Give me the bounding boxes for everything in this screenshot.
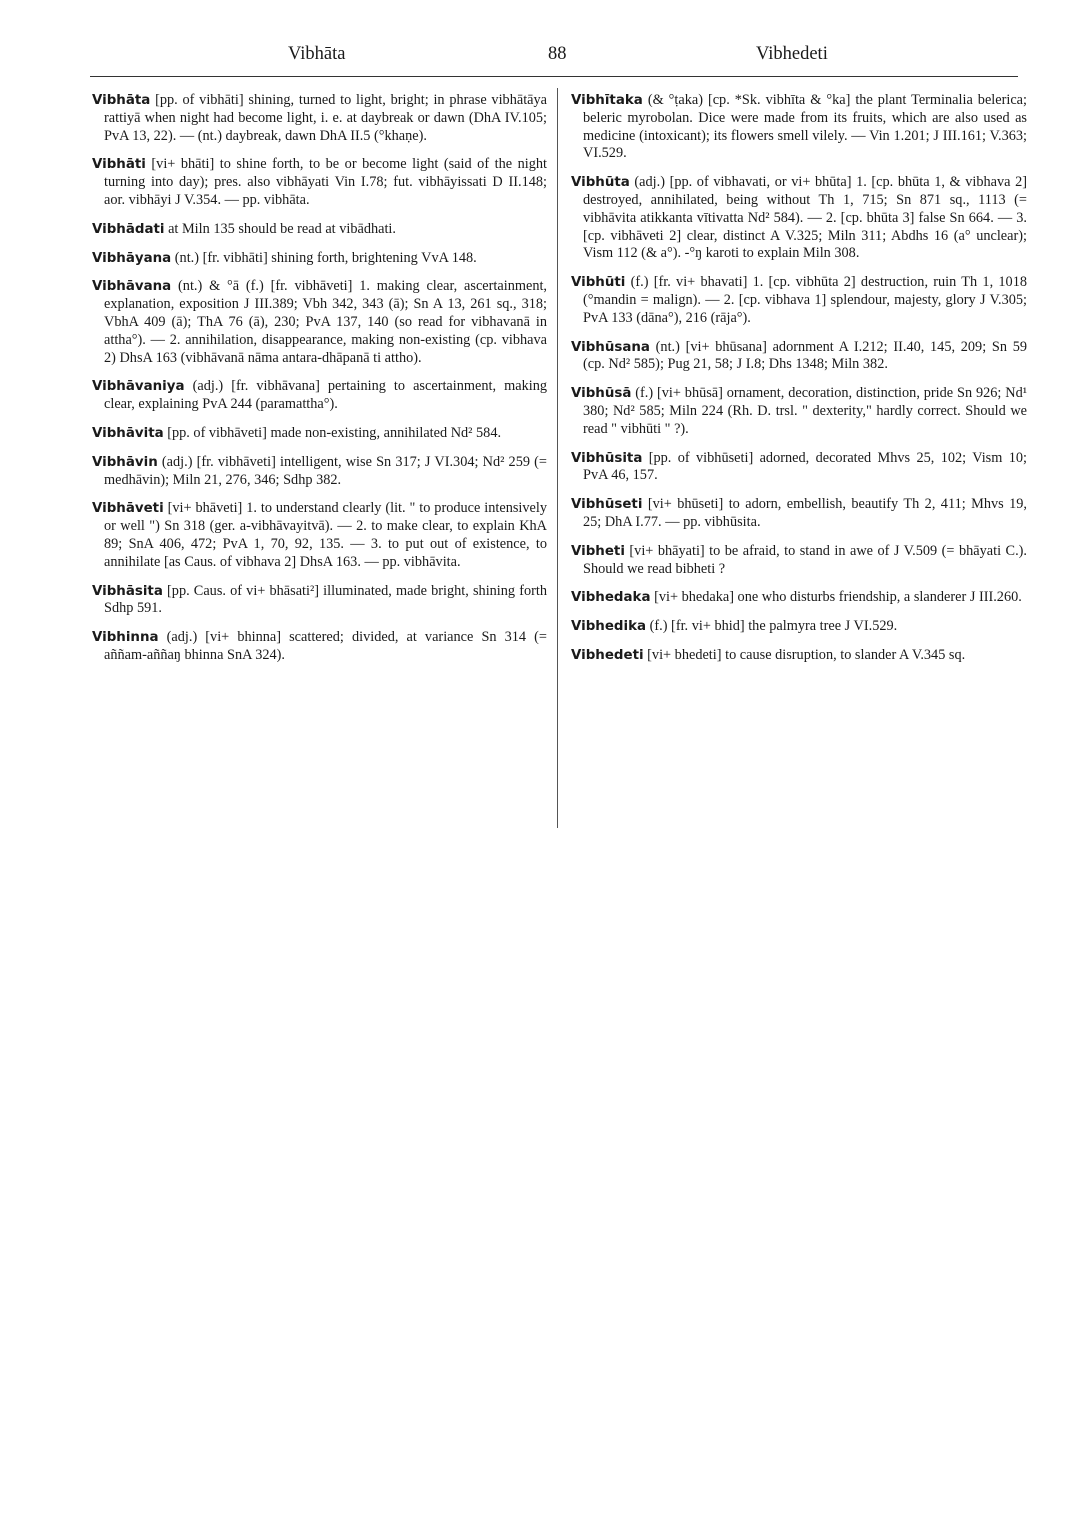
entry-text: [vi+ bhāveti] 1. to understand clearly (lit. " to produce intensively or well ") Sn 318 (ger. a-vibhāvayitvā). — 2. to make clear, to explain KhA 89; SnA 406, 472; PvA 1, 70, 92, 135. — 3. to put out of existence, to annihilate [as Caus. of vibhava 2] DhsA 163. — pp. vibhāvita.: [104, 500, 548, 570]
entry-headword: Vibhāvana: [92, 279, 172, 295]
entry-headword: Vibhedeti: [571, 647, 644, 663]
entry-headword: Vibhinna: [92, 630, 159, 646]
dictionary-entry: [571, 647, 1027, 665]
entry-text: (f.) [vi+ bhūsā] ornament, decoration, distinction, pride Sn 926; Nd¹ 380; Nd² 585; Miln 224 (Rh. D. trsl. " dexterity," hardly correct. Should we read " vibhūti " ?).: [583, 385, 1028, 437]
dictionary-entry: [571, 174, 1027, 263]
entry-headword: Vibhītaka: [571, 93, 643, 108]
entry-text: (adj.) [fr. vibhāveti] intelligent, wise Sn 317; J VI.304; Nd² 259 (= medhāvin); Miln 21, 276, 346; Sdhp 382.: [104, 453, 547, 488]
dictionary-entry: [571, 274, 1027, 327]
entry-text: (nt.) & °ā (f.) [fr. vibhāveti] 1. making clear, ascertainment, explanation, exposition J III.389; Vbh 342, 343 (ā); Sn A 13, 261 sq., 318; VbhA 409 (ā); ThA 76 (ā), 230; PvA 137, 140 (so read for vibhavanā in attha°). — 2. annihilation, disappearance, making non-existing (cp. vibhava 2) DhsA 163 (vibhāvanā nāma antara-dhāpanā ti attho).: [104, 278, 548, 366]
entry-text: (f.) [fr. vi+ bhavati] 1. [cp. vibhūta 2] destruction, ruin Th 1, 1018 (°mandin = malign). — 2. [cp. vibhava 1] splendour, majesty, glory J V.305; PvA 133 (dāna°), 216 (rāja°).: [583, 274, 1027, 326]
column-divider: [557, 88, 558, 828]
running-head: [88, 44, 1018, 72]
header-rule: [90, 76, 1018, 77]
entry-headword: Vibhāvin: [92, 454, 158, 470]
entry-headword: Vibhūti: [571, 275, 626, 291]
dictionary-entry: [92, 250, 547, 268]
running-head-first-word: Vibhāta: [288, 44, 346, 64]
entry-headword: Vibheti: [571, 543, 625, 559]
entry-text: (f.) [fr. vi+ bhid] the palmyra tree J VI.529.: [649, 618, 898, 635]
dictionary-entry: [92, 500, 547, 571]
entry-text: (nt.) [fr. vibhāti] shining forth, brightening VvA 148.: [174, 249, 477, 266]
entry-headword: Vibhāsita: [92, 583, 163, 599]
entry-text: [vi+ bhāti] to shine forth, to be or become light (said of the night turning into day); pres. also vibhāyati Vin I.78; fut. vibhāyissati D II.148; aor. vibhāyi J V.354. — pp. vibhāta.: [104, 156, 547, 208]
entry-text: [vi+ bhedaka] one who disturbs friendship, a slanderer J III.260.: [654, 589, 1022, 606]
entry-headword: Vibhūsā: [571, 386, 632, 402]
dictionary-entry: [571, 92, 1027, 163]
entry-headword: Vibhāvita: [92, 425, 164, 441]
entry-headword: Vibhādati: [92, 221, 165, 237]
entry-text: [pp. Caus. of vi+ bhāsati²] illuminated, made bright, shining forth Sdhp 591.: [104, 582, 548, 617]
entry-text: [vi+ bhūseti] to adorn, embellish, beautify Th 2, 411; Mhvs 19, 25; DhA I.77. — pp. vibhūsita.: [583, 496, 1027, 530]
dictionary-entry: [92, 425, 547, 443]
dictionary-entry: [92, 454, 547, 490]
entry-text: (adj.) [pp. of vibhavati, or vi+ bhūta] 1. [cp. bhūta 1, & vibhava 2] destroyed, annihilated, being without Th 1, 715; Sn 871 sq., 1113 (= vibhāvita atikkanta vītivatta Nd² 584). — 2. [cp. bhūta 3] false Sn 664. — 3. [cp. vibhāveti 2] clear, distinct A V.325; Miln 311; Abdhs 16 (a° unclear); Vism 112 (& a°). -°ŋ karoti to explain Miln 308.: [583, 174, 1027, 262]
entry-text: [pp. of vibhāveti] made non-existing, annihilated Nd² 584.: [167, 424, 502, 441]
entry-headword: Vibhāyana: [92, 250, 172, 266]
dictionary-entry: [92, 378, 547, 414]
entry-text: (adj.) [fr. vibhāvana] pertaining to ascertainment, making clear, explaining PvA 244 (paramattha°).: [104, 378, 547, 413]
dictionary-entry: [571, 450, 1027, 486]
dictionary-entry: [92, 278, 547, 367]
entry-headword: Vibhūsana: [571, 339, 650, 355]
entry-headword: Vibhāveti: [92, 501, 164, 517]
entry-headword: Vibhūseti: [571, 497, 643, 513]
dictionary-entry: [571, 589, 1027, 607]
entry-headword: Vibhūsita: [571, 450, 643, 466]
entry-text: [pp. of vibhāti] shining, turned to light, bright; in phrase vibhātāya rattiyā when night had become light, i. e. at daybreak or dawn (DhA IV.105; PvA 13, 22). — (nt.) daybreak, dawn DhA II.5 (°khaṇe).: [104, 92, 548, 144]
entry-headword: Vibhūta: [571, 175, 630, 191]
entry-text: [vi+ bhedeti] to cause disruption, to slander A V.345 sq.: [647, 646, 966, 663]
right-column: [571, 92, 1027, 676]
entry-text: (& °ṭaka) [cp. *Sk. vibhīta & °ka] the plant Terminalia belerica; beleric myrobolan. Dice were made from its fruits, which are also used as medicine (intoxicant); its flowers smell vilely. — Vin 1.201; J III.161; V.363; VI.529.: [583, 92, 1028, 162]
dictionary-entry: [92, 221, 547, 239]
dictionary-entry: [92, 583, 547, 619]
entry-headword: Vibhedika: [571, 619, 647, 635]
left-column: [92, 92, 547, 676]
running-head-last-word: Vibhedeti: [756, 44, 828, 64]
dictionary-entry: [571, 618, 1027, 636]
entry-text: (adj.) [vi+ bhinna] scattered; divided, at variance Sn 314 (= aññam-aññaŋ bhinna SnA 324).: [104, 629, 548, 663]
entry-headword: Vibhāti: [92, 157, 146, 173]
entry-headword: Vibhāvaniya: [92, 379, 185, 395]
dictionary-entry: [571, 385, 1027, 438]
dictionary-entry: [92, 92, 547, 145]
dictionary-entry: [92, 629, 547, 665]
page-number: 88: [548, 44, 567, 64]
entry-text: [vi+ bhāyati] to be afraid, to stand in awe of J V.509 (= bhāyati C.). Should we read bibheti ?: [583, 542, 1027, 577]
entry-text: [pp. of vibhūseti] adorned, decorated Mhvs 25, 102; Vism 10; PvA 46, 157.: [583, 449, 1027, 484]
entry-headword: Vibhāta: [92, 93, 151, 108]
dictionary-entry: [92, 156, 547, 209]
entry-headword: Vibhedaka: [571, 590, 651, 606]
dictionary-entry: [571, 543, 1027, 579]
dictionary-entry: [571, 496, 1027, 532]
dictionary-entry: [571, 339, 1027, 375]
entry-text: at Miln 135 should be read at vibādhati.: [168, 220, 396, 237]
entry-text: (nt.) [vi+ bhūsana] adornment A I.212; II.40, 145, 209; Sn 59 (cp. Nd² 585); Pug 21, 58; J I.8; Dhs 1348; Miln 382.: [583, 338, 1028, 373]
